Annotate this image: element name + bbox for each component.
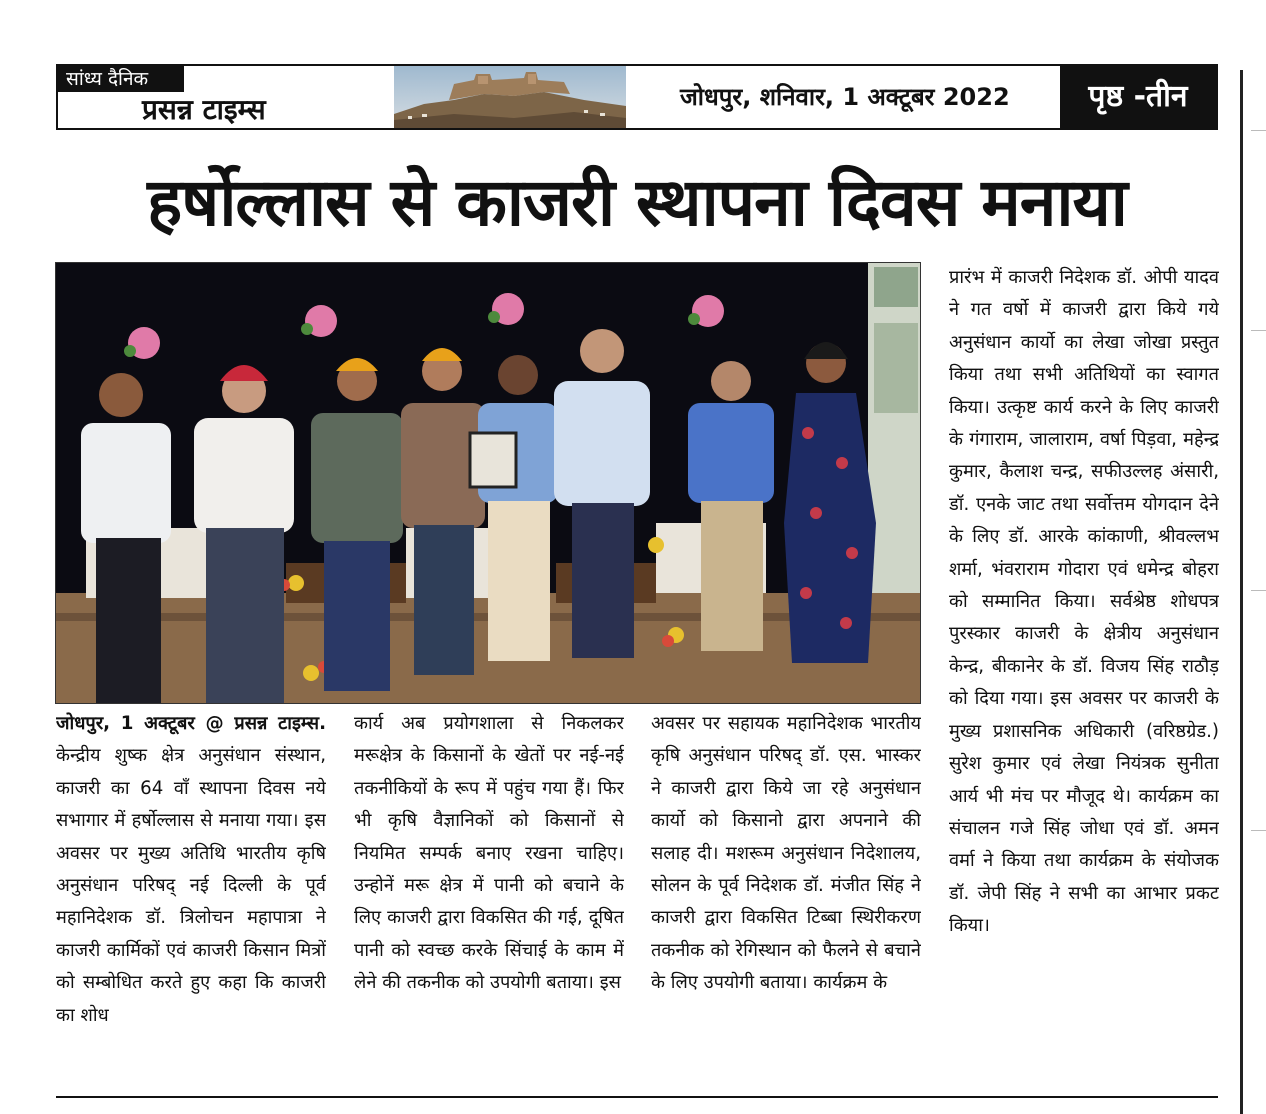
- issue-dateline: जोधपुर, शनिवार, 1 अक्टूबर 2022: [680, 83, 1010, 111]
- article-column-3: [651, 708, 921, 1078]
- fort-photo-icon: [394, 66, 626, 128]
- article-text: अवसर पर सहायक महानिदेशक भारतीय कृषि अनुसंधान परिषद् डॉ. एस. भास्कर ने काजरी द्वारा किये जा रहे अनुसंधान कार्यो को किसानो द्वारा अपनाने की सलाह दी। मशरूम अनुसंधान निदेशालय, सोलन के पूर्व निदेशक डॉ. मंजीत सिंह ने काजरी द्वारा विकसित टिब्बा स्थिरीकरण तकनीक को रेगिस्थान को फैलने से बचाने के लिए उपयोगी बताया। कार्यक्रम के: [651, 713, 921, 994]
- article-text: केन्द्रीय शुष्क क्षेत्र अनुसंधान संस्थान, काजरी का 64 वाँ स्थापना दिवस नये सभागार में हर्षोल्लास से मनाया गया। इस अवसर पर मुख्य अतिथि भारतीय कृषि अनुसंधान परिषद् नई दिल्ली के पूर्व महानिदेशक डॉ. त्रिलोचन महापात्रा ने काजरी कार्मिकों एवं काजरी किसान मित्रों को सम्बोधित करते हुए कहा कि काजरी का शोध: [56, 745, 326, 1026]
- article-text: कार्य अब प्रयोगशाला से निकलकर मरूक्षेत्र के किसानों के खेतों पर नई-नई तकनीकियों के रूप में पहुंच गया हैं। फिर भी कृषि वैज्ञानिकों को किसानों से नियमित सम्पर्क बनाए रखना चाहिए। उन्होनें मरू क्षेत्र में पानी को बचाने के लिए काजरी द्वारा विकसित की गई, दूषित पानी को स्वच्छ करके सिंचाई के काम में लेने की तकनीक को उपयोगी बताया। इस: [354, 713, 624, 994]
- paper-name-logo: प्रसन्न टाइम्स: [142, 93, 266, 126]
- article-text: प्रारंभ में काजरी निदेशक डॉ. ओपी यादव ने गत वर्षो में काजरी द्वारा किये गये अनुसंधान कार्यो का लेखा जोखा प्रस्तुत किया तथा सभी अतिथियों का स्वागत किया। उत्कृष्ट कार्य करने के लिए काजरी के गंगाराम, जालाराम, वर्षा पिड़वा, महेन्द्र कुमार, कैलाश चन्द्र, सफीउल्लह अंसारी, डॉ. एनके जाट तथा सर्वोत्तम योगदान देने के लिए डॉ. आरके कांकाणी, श्रीवल्लभ शर्मा, भंवराराम गोदारा एवं धमेन्द्र बोहरा को सम्मानित किया। सर्वश्रेष्ठ शोधपत्र पुरस्कार काजरी के क्षेत्रीय अनुसंधान केन्द्र, बीकानेर के डॉ. विजय सिंह राठौड़ को दिया गया। इस अवसर पर काजरी के मुख्य प्रशासनिक अधिकारी (वरिष्ठग्रेड.) सुरेश कुमार एवं लेखा नियंत्रक सुनीता आर्य भी मंच पर मौजूद थे। कार्यक्रम का संचालन गजे सिंह जोधा एवं डॉ. अमन वर्मा ने किया तथा कार्यक्रम के संयोजक डॉ. जेपी सिंह ने सभी का आभार प्रकट किया।: [949, 267, 1219, 937]
- adjacent-page-edge: [1240, 70, 1266, 1114]
- article-headline: हर्षोल्लास से काजरी स्थापना दिवस मनाया: [147, 164, 1127, 241]
- page-label: पृष्ठ -तीन: [1060, 66, 1216, 128]
- article-column-2: [354, 708, 624, 1078]
- article-dateline: जोधपुर, 1 अक्टूबर @ प्रसन्न टाइम्स.: [56, 713, 326, 734]
- paper-type-label: सांध्य दैनिक: [58, 66, 184, 92]
- article-column-4: [949, 262, 1219, 1078]
- bottom-divider: [56, 1096, 1218, 1098]
- article-column-1: [56, 708, 326, 1078]
- masthead: [56, 64, 1218, 130]
- event-photo-icon: [55, 262, 921, 704]
